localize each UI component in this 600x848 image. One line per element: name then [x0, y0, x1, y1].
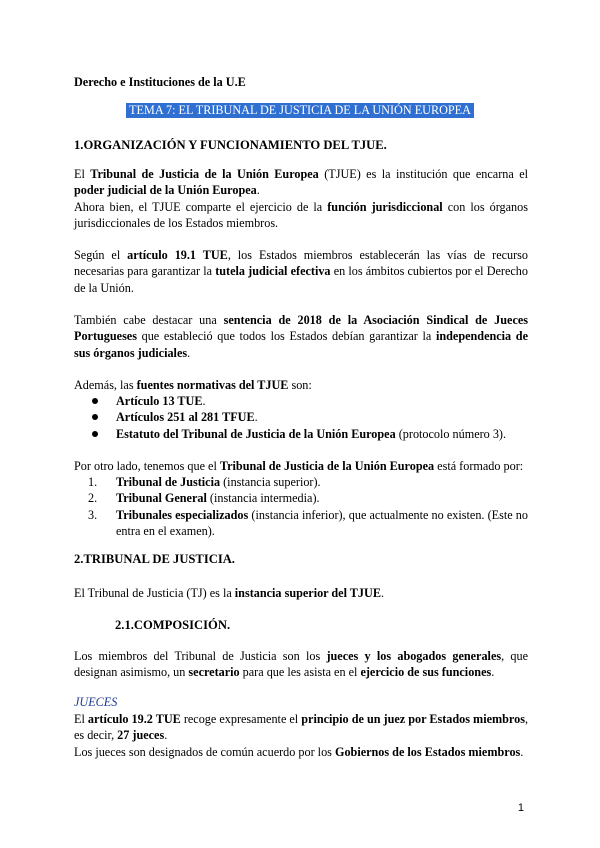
paragraph-sentencia-2018: También cabe destacar una sentencia de 2018 de la Asociación Sindical de Jueces Portugueses que estableció que todos los Estados debían garantizar la independencia de sus órganos judiciales. — [74, 313, 528, 360]
bullet-icon — [92, 398, 98, 404]
page-title: TEMA 7: EL TRIBUNAL DE JUSTICIA DE LA UNIÓN EUROPEA — [126, 103, 474, 118]
paragraph-tjue-definition: El Tribunal de Justicia de la Unión Europea (TJUE) es la institución que encarna el poder judicial de la Unión Europea. Ahora bien, el TJUE comparte el ejercicio de la función jurisdiccional con los órganos jurisdiccionales de los Estados miembros. — [74, 167, 528, 231]
paragraph-composition-intro: Por otro lado, tenemos que el Tribunal de Justicia de la Unión Europea está formado por: — [74, 459, 524, 473]
page-number: 1 — [517, 802, 524, 814]
paragraph-miembros: Los miembros del Tribunal de Justicia son los jueces y los abogados generales, que designan asimismo, un secretario para que les asista en el ejercicio de sus funciones. — [74, 649, 529, 680]
paragraph-article-19-1: Según el artículo 19.1 TUE, los Estados miembros establecerán las vías de recurso necesarias para garantizar la tutela judicial efectiva en los ámbitos cubiertos por el Derecho de la Unión. — [74, 248, 528, 295]
section-1-heading: 1.ORGANIZACIÓN Y FUNCIONAMIENTO DEL TJUE. — [74, 138, 387, 152]
section-2-1-heading: 2.1.COMPOSICIÓN. — [115, 618, 231, 632]
bullet-icon — [92, 431, 98, 437]
paragraph-article-19-2: El artículo 19.2 TUE recoge expresamente el principio de un juez por Estados miembros, es decir, 27 jueces. Los jueces son designados de común acuerdo por los Gobiernos de los Estados miembros. — [74, 712, 528, 759]
bullet-icon — [92, 414, 98, 420]
list-item: Estatuto del Tribunal de Justicia de la Unión Europea (protocolo número 3). — [74, 426, 528, 442]
jueces-subheading: JUECES — [74, 695, 118, 709]
list-item: 3. Tribunales especializados (instancia inferior), que actualmente no existen. (Este no entra en el examen). — [88, 507, 528, 539]
list-item: 2. Tribunal General (instancia intermedia). — [88, 491, 320, 506]
list-item: Artículos 251 al 281 TFUE. — [74, 409, 528, 425]
sources-list — [74, 393, 528, 442]
paragraph-fuentes-intro: Además, las fuentes normativas del TJUE son: — [74, 378, 312, 392]
course-header: Derecho e Instituciones de la U.E — [74, 75, 246, 89]
title-wrap — [0, 102, 600, 118]
composition-list — [74, 474, 528, 540]
list-item: Artículo 13 TUE. — [74, 393, 528, 409]
section-2-heading: 2.TRIBUNAL DE JUSTICIA. — [74, 552, 235, 566]
list-item: 1. Tribunal de Justicia (instancia superior). — [88, 475, 321, 489]
paragraph-tj-instancia: El Tribunal de Justicia (TJ) es la instancia superior del TJUE. — [74, 586, 385, 600]
